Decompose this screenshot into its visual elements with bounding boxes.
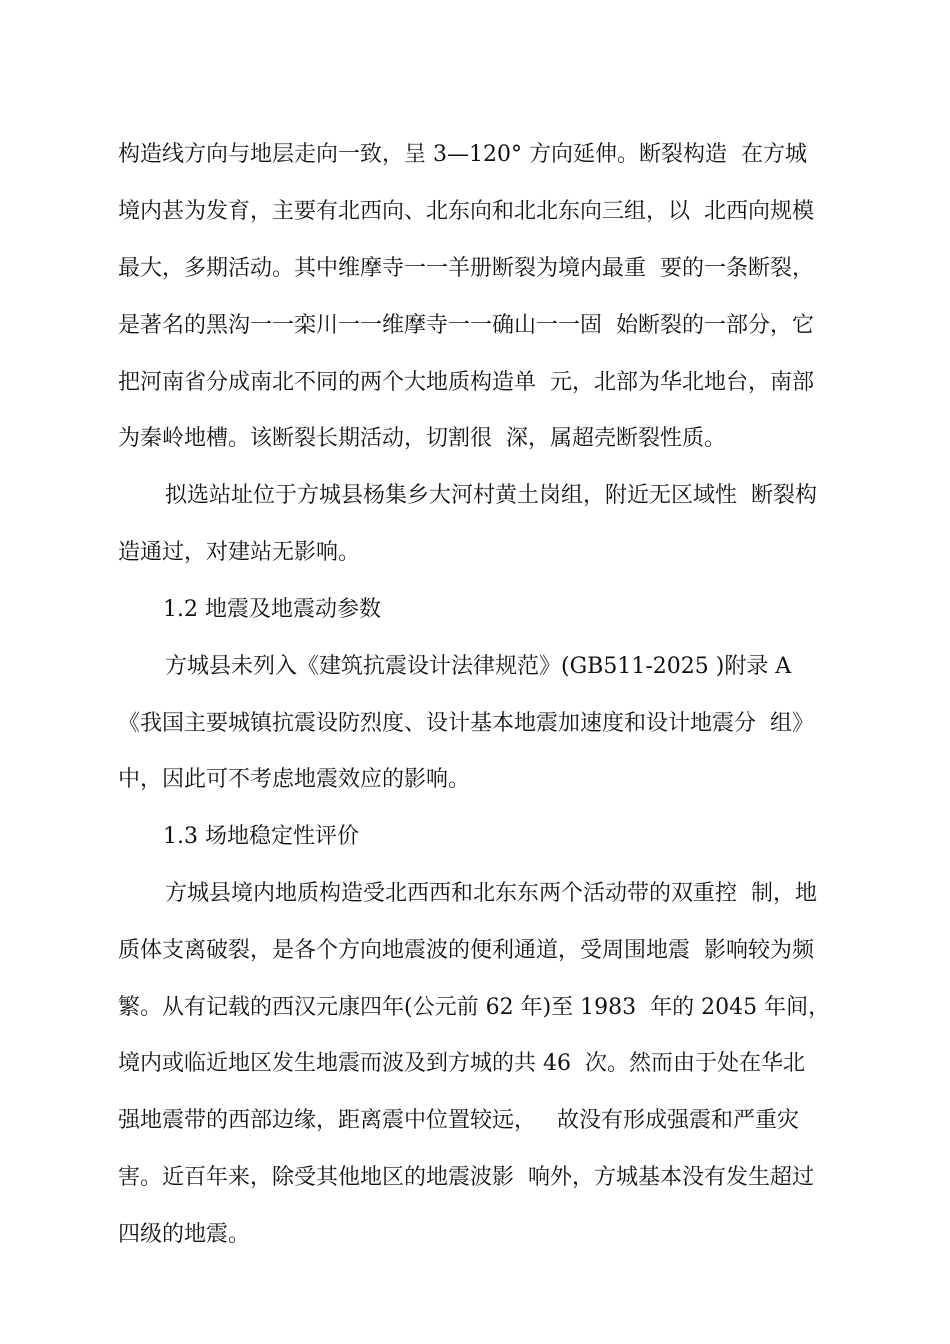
paragraph-line: 是著名的黑沟一一栾川一一维摩寺一一确山一一固 始断裂的一部分，它 [118, 313, 814, 338]
paragraph-line: 质体支离破裂，是各个方向地震波的便利通道，受周围地震 影响较为频 [118, 938, 814, 963]
paragraph-line: 中，因此可不考虑地震效应的影响。 [118, 767, 471, 792]
paragraph-line: 方城县未列入《建筑抗震设计法律规范》(GB511-2025 )附录 A [165, 654, 792, 679]
paragraph-line: 造通过，对建站无影响。 [118, 540, 361, 565]
paragraph-line: 害。近百年来，除受其他地区的地震波影 响外，方城基本没有发生超过 [118, 1165, 814, 1190]
paragraph-line: 拟选站址位于方城县杨集乡大河村黄土岗组，附近无区域性 断裂构 [165, 483, 817, 508]
paragraph-line: 境内或临近地区发生地震而波及到方城的共 46 次。然而由于处在华北 [118, 1051, 805, 1076]
paragraph-line: 强地震带的西部边缘，距离震中位置较远， 故没有形成强震和严重灾 [118, 1108, 799, 1133]
paragraph-line: 最大，多期活动。其中维摩寺一一羊册断裂为境内最重 要的一条断裂， [118, 256, 814, 281]
paragraph-line: 把河南省分成南北不同的两个大地质构造单 元，北部为华北地台，南部 [118, 370, 814, 395]
section-heading: 1.3 场地稳定性评价 [163, 824, 359, 849]
paragraph-line: 四级的地震。 [118, 1222, 251, 1247]
paragraph-line: 方城县境内地质构造受北西西和北东东两个活动带的双重控 制，地 [165, 881, 817, 906]
paragraph-line: 为秦岭地槽。该断裂长期活动，切割很 深，属超壳断裂性质。 [118, 426, 726, 451]
paragraph-line: 繁。从有记载的西汉元康四年(公元前 62 年)至 1983 年的 2045 年间， [118, 995, 831, 1020]
paragraph-line: 构造线方向与地层走向一致，呈 3—120° 方向延伸。断裂构造 在方城 [118, 142, 807, 167]
section-heading: 1.2 地震及地震动参数 [163, 597, 381, 622]
paragraph-line: 《我国主要城镇抗震设防烈度、设计基本地震加速度和设计地震分 组》 [118, 711, 814, 736]
paragraph-line: 境内甚为发育，主要有北西向、北东向和北北东向三组，以 北西向规模 [118, 199, 814, 224]
